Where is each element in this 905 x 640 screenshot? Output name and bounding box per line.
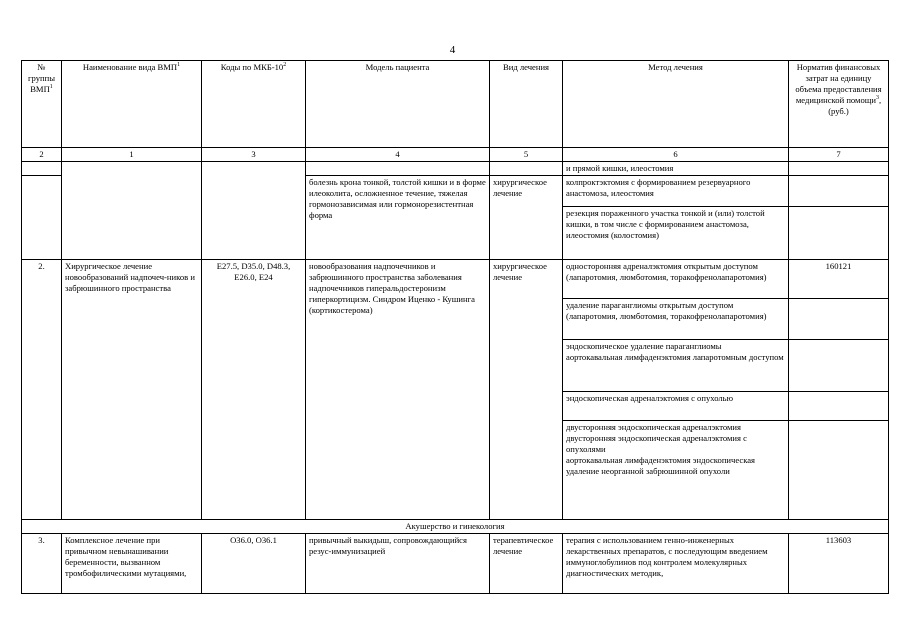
norm-cell [789,392,889,421]
column-number: 1 [62,148,202,162]
norm-cell [789,340,889,392]
name-cell: Хирургическое лечение новообразований надпочеч-ников и забрюшинного пространства [62,260,202,520]
column-number: 3 [202,148,306,162]
codes-cell [202,162,306,260]
model-cell: привычный выкидыш, сопровождающийся резус-иммунизацией [306,534,490,594]
name-cell [62,162,202,260]
group-no-cell [22,176,62,260]
method-cell: двусторонняя эндоскопическая адреналэктомия двусторонняя эндоскопическая адреналэктомия с опухолями аортокавальная лимфаденэктомия эндоскопическая удаление неорганной забрюшинной опухоли [563,421,789,520]
method-cell: эндоскопическое удаление параганглиомы аортокавальная лимфаденэктомия лапаротомным доступом [563,340,789,392]
norm-cell [789,207,889,260]
column-number: 4 [306,148,490,162]
norm-cell: 160121 [789,260,889,299]
column-number: 7 [789,148,889,162]
method-cell: терапия с использованием генно-инженерных лекарственных препаратов, с последующим введением иммуноглобулинов под контролем молекулярных диагностических методик, [563,534,789,594]
group-no-cell: 3. [22,534,62,594]
codes-cell: O36.0, O36.1 [202,534,306,594]
norm-cell: 113603 [789,534,889,594]
norm-cell [789,421,889,520]
header-norm: Норматив финансовых затрат на единицу объема предоставления медицинской помощи$^3$, (руб.) [789,61,889,148]
header-model: Модель пациента [306,61,490,148]
model-cell [306,162,490,176]
norm-cell [789,299,889,340]
column-number: 2 [22,148,62,162]
header-name: Наименование вида ВМП$^1$ [62,61,202,148]
table-row [22,162,889,176]
method-cell: односторонняя адреналэктомия открытым доступом (лапаротомия, люмботомия, торакофренолапаротомия) [563,260,789,299]
method-cell: и прямой кишки, илеостомия [563,162,789,176]
table-header-row [22,61,889,148]
column-number: 6 [563,148,789,162]
name-cell: Комплексное лечение при привычном невынашивании беременности, вызванном тромбофилическими мутациями, [62,534,202,594]
treatment-cell [490,162,563,176]
section-row [22,520,889,534]
page-number: 4 [449,44,456,56]
method-cell: удаление параганглиомы открытым доступом (лапаротомия, люмботомия, торакофренолапаротомия) [563,299,789,340]
header-group-no: № группы ВМП$^1$ [22,61,62,148]
codes-cell: E27.5, D35.0, D48.3, E26.0, E24 [202,260,306,520]
method-cell: резекция пораженного участка тонкой и (или) толстой кишки, в том числе с формированием анастомоза, илеостомия (колостомия) [563,207,789,260]
header-method: Метод лечения [563,61,789,148]
method-cell: эндоскопическая адреналэктомия с опухолью [563,392,789,421]
treatment-cell: хирургическое лечение [490,176,563,260]
treatment-cell: терапевтическое лечение [490,534,563,594]
model-cell: новообразования надпочечников и забрюшинного пространства заболевания надпочечников гиперальдостеронизм гиперкортицизм. Синдром Иценко - Кушинга (кортикостерома) [306,260,490,520]
treatment-cell: хирургическое лечение [490,260,563,520]
header-treatment-type: Вид лечения [490,61,563,148]
table-row [22,260,889,299]
group-no-cell [22,162,62,176]
column-numbers-row [22,148,889,162]
norm-cell [789,176,889,207]
norm-cell [789,162,889,176]
group-no-cell: 2. [22,260,62,520]
table-row [22,534,889,594]
section-title: Акушерство и гинекология [22,520,889,534]
method-cell: колпроктэктомия с формированием резервуарного анастомоза, илеостомия [563,176,789,207]
column-number: 5 [490,148,563,162]
header-codes: Коды по МКБ-$10^2$ [202,61,306,148]
vmp-table [21,60,889,594]
model-cell: болезнь крона тонкой, толстой кишки и в форме илеоколита, осложненное течение, тяжелая гормонозависимая или гормонорезистентная форма [306,176,490,260]
